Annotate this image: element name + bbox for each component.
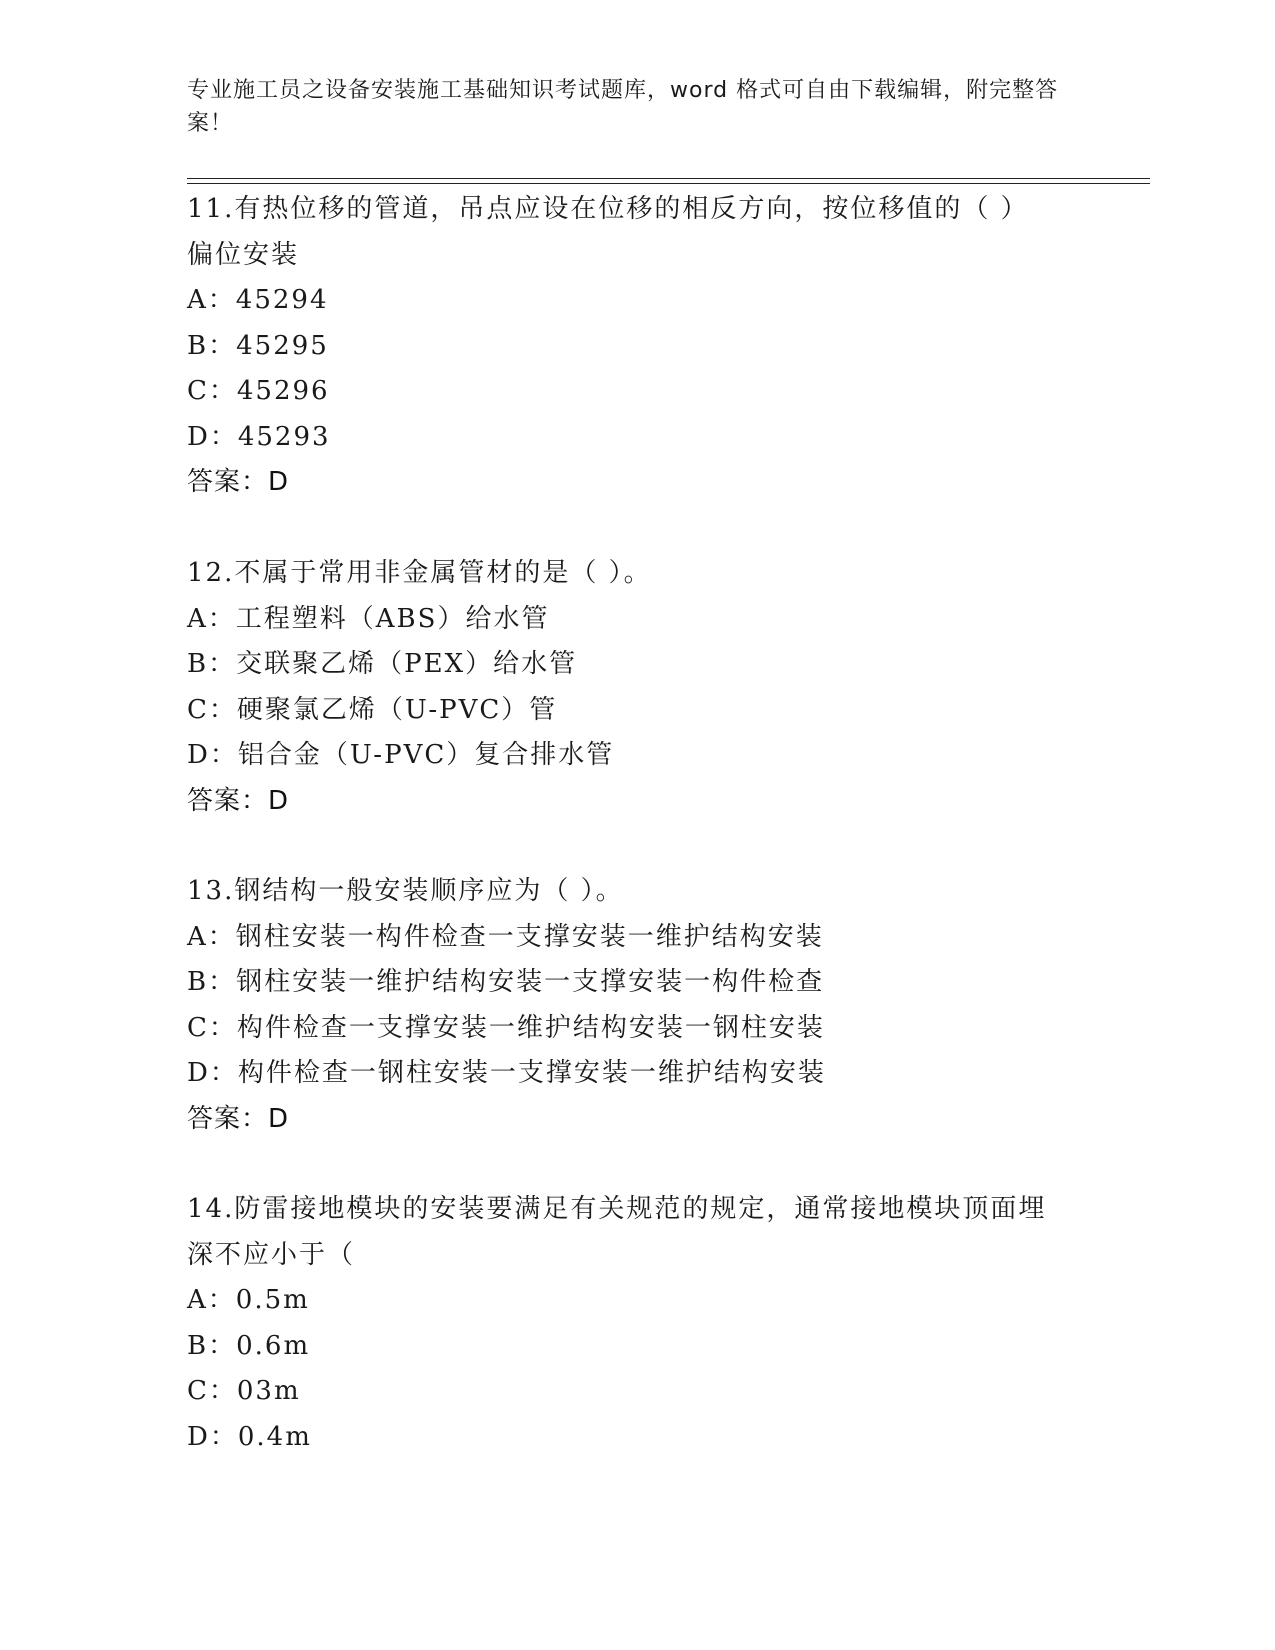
option-c: C：硬聚氯乙烯（U-PVC）管 bbox=[187, 694, 558, 725]
answer-label: 答案：D bbox=[187, 1103, 290, 1134]
option-b: B：0.6m bbox=[187, 1330, 311, 1361]
question-stem: 13.钢结构一般安装顺序应为（ ）。 bbox=[187, 876, 624, 906]
option-b: B：交联聚乙烯（PEX）给水管 bbox=[187, 649, 578, 679]
option-d: D：0.4m bbox=[187, 1421, 312, 1452]
header-divider-bottom bbox=[187, 183, 1150, 184]
option-a: A：0.5m bbox=[187, 1285, 310, 1315]
option-b: B：钢柱安装一维护结构安装一支撑安装一构件检查 bbox=[187, 967, 825, 997]
answer-label: 答案：D bbox=[187, 785, 290, 816]
option-a: A：钢柱安装一构件检查一支撑安装一维护结构安装 bbox=[187, 921, 824, 952]
option-d: D：构件检查一钢柱安装一支撑安装一维护结构安装 bbox=[187, 1058, 826, 1088]
question-stem: 14.防雷接地模块的安装要满足有关规范的规定，通常接地模块顶面埋深不应小于（ bbox=[187, 1194, 1047, 1270]
option-a: A：工程塑料（ABS）给水管 bbox=[187, 603, 550, 634]
question-stem: 12.不属于常用非金属管材的是（ ）。 bbox=[187, 558, 652, 588]
option-a: A：45294 bbox=[187, 285, 329, 315]
question-12 bbox=[187, 551, 1087, 824]
option-b: B：45295 bbox=[187, 330, 329, 361]
question-14 bbox=[187, 1187, 1087, 1460]
answer-label: 答案：D bbox=[187, 467, 290, 497]
question-11 bbox=[187, 187, 1087, 506]
question-13 bbox=[187, 869, 1087, 1142]
question-stem: 11.有热位移的管道，吊点应设在位移的相反方向，按位移值的（ ）偏位安装 bbox=[187, 194, 1016, 270]
option-c: C：03m bbox=[187, 1376, 301, 1406]
option-d: D：铝合金（U-PVC）复合排水管 bbox=[187, 740, 615, 770]
option-c: C：45296 bbox=[187, 376, 330, 406]
option-d: D：45293 bbox=[187, 421, 331, 452]
document-header: 专业施工员之设备安装施工基础知识考试题库，word 格式可自由下载编辑，附完整答案！ bbox=[187, 78, 1059, 136]
option-c: C：构件检查一支撑安装一维护结构安装一钢柱安装 bbox=[187, 1012, 825, 1043]
header-divider-top bbox=[187, 178, 1150, 179]
